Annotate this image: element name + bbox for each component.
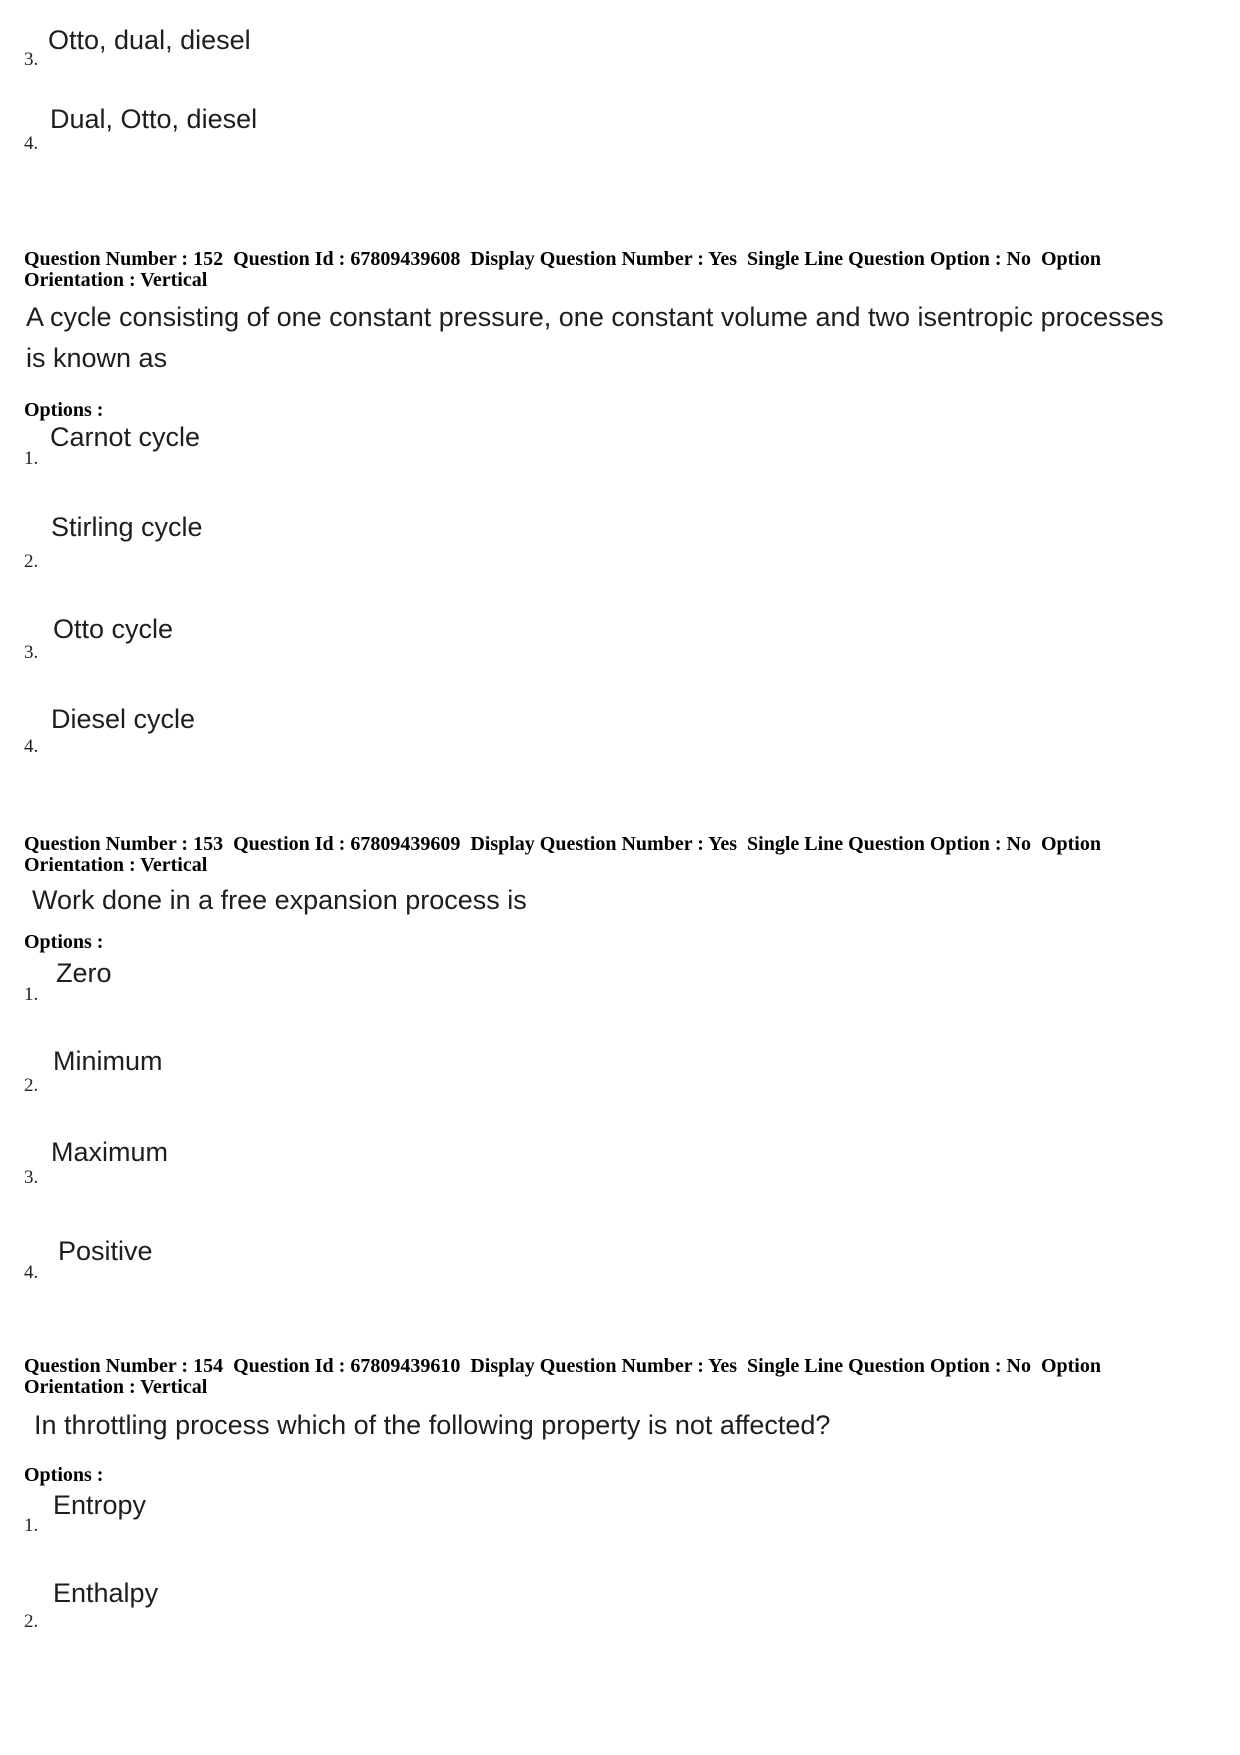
option-text: Stirling cycle [51, 512, 203, 542]
option-number: 4. [24, 1262, 39, 1283]
option-text: Diesel cycle [51, 704, 196, 734]
option-number: 1. [24, 1515, 39, 1536]
option-number: 2. [24, 1075, 39, 1096]
option-number: 3. [24, 49, 39, 70]
option-text: Positive [58, 1236, 153, 1266]
question-stem: In throttling process which of the following property is not affected? [34, 1410, 831, 1440]
option-text: Otto cycle [53, 614, 174, 644]
option-number: 4. [24, 736, 39, 757]
option-text: Maximum [51, 1137, 169, 1167]
option-number: 2. [24, 551, 39, 572]
option-text: Zero [56, 958, 112, 988]
question-meta: Question Number : 154 Question Id : 67809439610 Display Question Number : Yes Single Line Question Option : No Option Orientation : Vertical [24, 1355, 1106, 1398]
option-text: Enthalpy [53, 1578, 159, 1608]
option-number: 1. [24, 984, 39, 1005]
option-number: 4. [24, 133, 39, 154]
option-number: 3. [24, 1167, 39, 1188]
option-number: 3. [24, 642, 39, 663]
option-number: 1. [24, 448, 39, 469]
question-stem: A cycle consisting of one constant pressure, one constant volume and two isentropic processes is known as [26, 302, 1164, 373]
option-text: Otto, dual, diesel [48, 25, 251, 55]
option-text: Entropy [53, 1490, 147, 1520]
option-number: 2. [24, 1611, 39, 1632]
option-text: Dual, Otto, diesel [50, 104, 258, 134]
options-label: Options : [24, 1464, 104, 1486]
options-label: Options : [24, 931, 104, 953]
options-label: Options : [24, 399, 104, 421]
question-meta: Question Number : 152 Question Id : 67809439608 Display Question Number : Yes Single Line Question Option : No Option Orientation : Vertical [24, 248, 1106, 291]
question-meta: Question Number : 153 Question Id : 67809439609 Display Question Number : Yes Single Line Question Option : No Option Orientation : Vertical [24, 833, 1106, 876]
option-text: Minimum [53, 1046, 163, 1076]
question-stem: Work done in a free expansion process is [32, 885, 527, 915]
option-text: Carnot cycle [50, 422, 201, 452]
